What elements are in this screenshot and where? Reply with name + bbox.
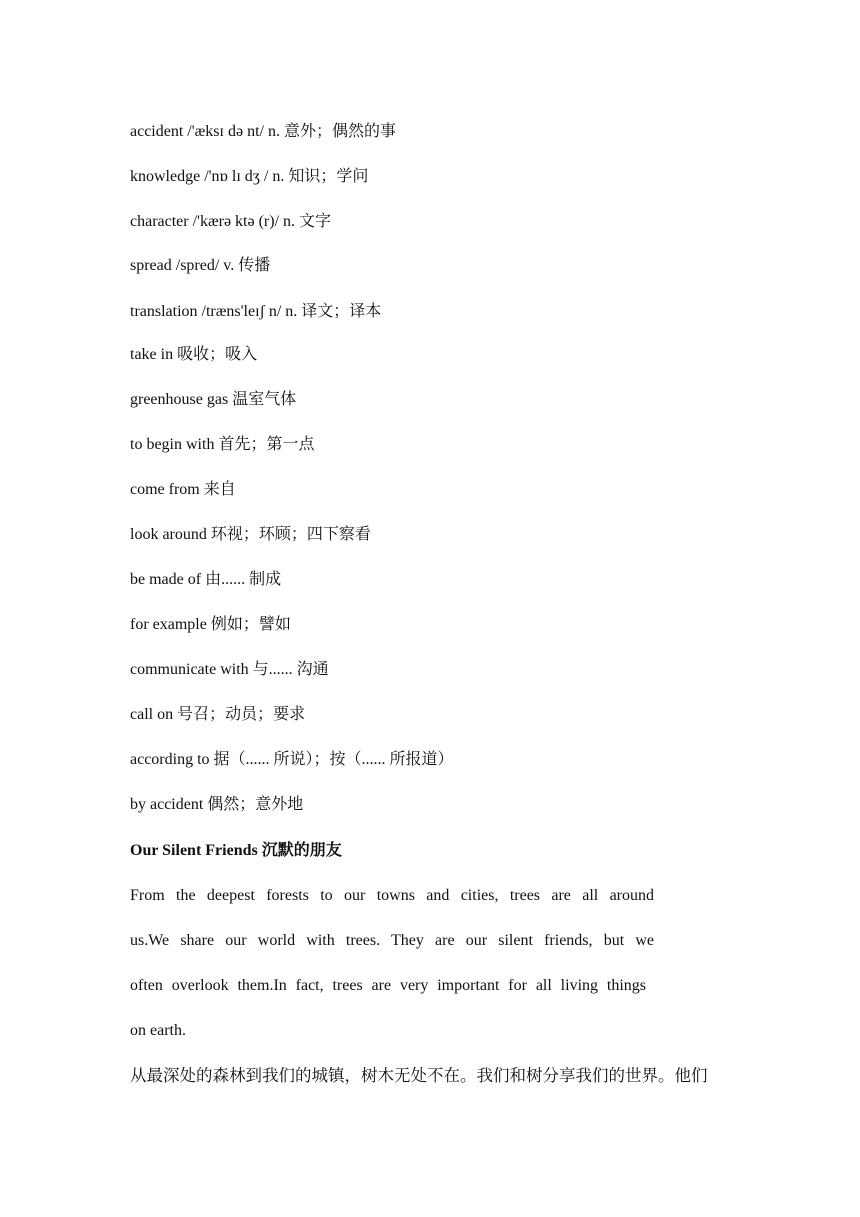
phrase-come-from: come from 来自 xyxy=(130,481,236,498)
phrase-for-example: for example 例如；譬如 xyxy=(130,616,291,633)
phrase-take-in: take in 吸收；吸入 xyxy=(130,346,258,363)
passage-line: From the deepest forests to our towns and cities, trees are all around xyxy=(130,887,654,904)
phrase-greenhouse-gas: greenhouse gas 温室气体 xyxy=(130,391,297,408)
phrase-call-on: call on 号召；动员；要求 xyxy=(130,706,306,723)
vocab-entry-character: character /'kærə ktə (r)/ n. 文字 xyxy=(130,213,332,230)
passage-line: on earth. xyxy=(130,1022,186,1039)
vocab-entry-accident: accident /'æksɪ də nt/ n. 意外；偶然的事 xyxy=(130,123,396,140)
vocab-entry-spread: spread /spred/ v. 传播 xyxy=(130,257,271,274)
passage-title: Our Silent Friends 沉默的朋友 xyxy=(130,842,342,859)
passage-translation-line: 从最深处的森林到我们的城镇，树木无处不在。我们和树分享我们的世界。他们 xyxy=(130,1066,708,1085)
passage-line: often overlook them.In fact, trees are very important for all living things xyxy=(130,977,646,994)
passage-line: us.We share our world with trees. They are our silent friends, but we xyxy=(130,932,654,949)
vocab-entry-knowledge: knowledge /'nɒ lɪ dʒ / n. 知识；学问 xyxy=(130,168,369,185)
phrase-according-to: according to 据（...... 所说）；按（...... 所报道） xyxy=(130,751,454,768)
vocab-entry-translation: translation /træns'leɪʃ n/ n. 译文；译本 xyxy=(130,303,382,320)
phrase-by-accident: by accident 偶然；意外地 xyxy=(130,796,304,813)
phrase-communicate-with: communicate with 与...... 沟通 xyxy=(130,661,329,678)
phrase-look-around: look around 环视；环顾；四下察看 xyxy=(130,526,371,543)
phrase-to-begin-with: to begin with 首先；第一点 xyxy=(130,436,315,453)
phrase-be-made-of: be made of 由...... 制成 xyxy=(130,571,282,588)
